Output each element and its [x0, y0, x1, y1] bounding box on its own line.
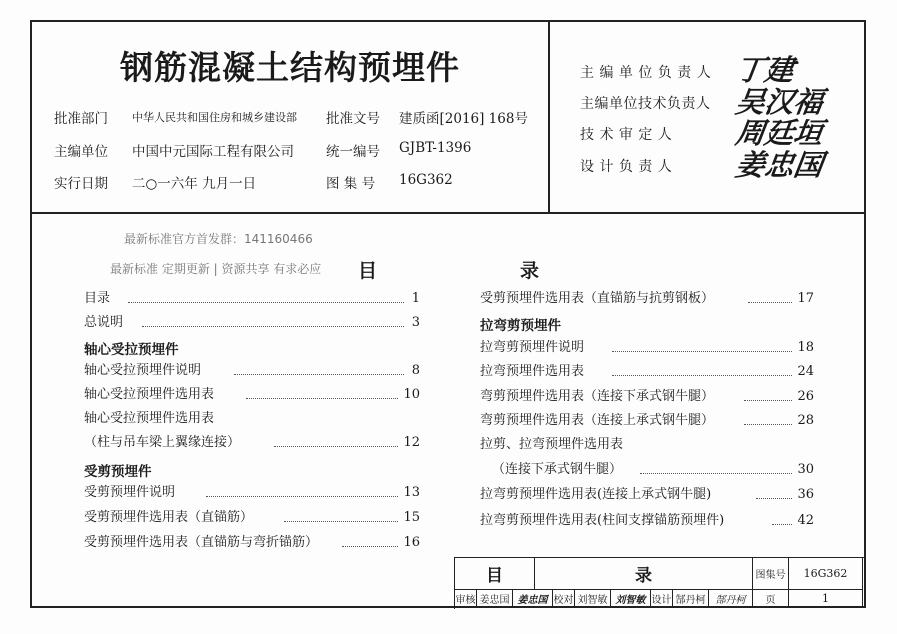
role-chief-unit: 主 编 单 位 负 责 人 — [580, 65, 712, 81]
page-label: 页 — [753, 590, 789, 608]
role-tech-chief: 主编单位技术负责人 — [580, 96, 711, 112]
toc-item[interactable]: 拉弯剪预埋件说明 18 — [480, 340, 814, 355]
toc-section-heading: 拉弯剪预埋件 — [480, 318, 561, 334]
toc-item[interactable]: 受剪预埋件选用表（直锚筋） 15 — [84, 510, 420, 525]
signature-design-lead: 姜忠国 — [733, 148, 826, 182]
toc-item[interactable]: 轴心受拉预埋件说明 8 — [84, 363, 420, 378]
check-name: 刘智敏 — [575, 590, 611, 608]
toc-item[interactable]: 受剪预埋件说明 13 — [84, 485, 420, 500]
toc-item[interactable]: 拉弯剪预埋件选用表(连接上承式钢牛腿) 36 — [480, 487, 814, 502]
approve-doc: 建质函[2016] 168号 — [399, 111, 528, 127]
toc-heading-left: 目 — [358, 260, 378, 282]
toc-item[interactable]: 受剪预埋件选用表（直锚筋与弯折锚筋） 16 — [84, 535, 420, 550]
toc-item-text: 拉剪、拉弯预埋件选用表 — [480, 437, 624, 452]
review-label: 审核 — [455, 590, 477, 608]
title-block-atlas-label: 图集号 — [753, 558, 789, 590]
approve-dept-label: 批准部门 — [54, 111, 108, 127]
toc-item[interactable]: 弯剪预埋件选用表（连接上承式钢牛腿） 28 — [480, 413, 814, 428]
check-signature: 刘智敏 — [611, 590, 651, 608]
signature-tech-chief: 吴汉福 — [733, 85, 826, 119]
atlas-title: 钢筋混凝土结构预埋件 — [120, 48, 460, 87]
design-signature: 郜丹柯 — [709, 590, 753, 608]
atlas-no: 16G362 — [399, 172, 453, 188]
toc-item[interactable]: （连接下承式钢牛腿） 30 — [492, 462, 814, 477]
atlas-no-label: 图 集 号 — [326, 176, 376, 192]
drawing-sheet — [30, 20, 866, 608]
toc-item[interactable]: 受剪预埋件选用表（直锚筋与抗剪钢板） 17 — [480, 291, 814, 306]
responsibles-panel — [550, 22, 864, 212]
role-design-lead: 设 计 负 责 人 — [580, 159, 673, 175]
toc-item[interactable]: 总说明 3 — [84, 315, 420, 330]
watermark-line-1: 最新标准官方首发群：141160466 — [124, 232, 313, 246]
watermark-line-2: 最新标准 定期更新 | 资源共享 有求必应 — [110, 262, 322, 276]
design-name: 郜丹柯 — [673, 590, 709, 608]
signature-tech-reviewer: 周廷垣 — [733, 116, 826, 150]
toc-section-heading: 受剪预埋件 — [84, 464, 152, 480]
toc-item[interactable]: 轴心受拉预埋件选用表 10 — [84, 387, 420, 402]
title-block-title-right: 录 — [535, 558, 753, 590]
impl-date-label: 实行日期 — [54, 176, 108, 192]
design-label: 设计 — [651, 590, 673, 608]
page-number: 1 — [789, 590, 863, 608]
review-signature: 姜忠国 — [513, 590, 553, 608]
toc-item[interactable]: 拉弯剪预埋件选用表(柱间支撑锚筋预埋件) 42 — [480, 513, 814, 528]
editor-unit: 中国中元国际工程有限公司 — [132, 144, 294, 160]
toc-item[interactable]: 弯剪预埋件选用表（连接下承式钢牛腿） 26 — [480, 389, 814, 404]
unified-no-label: 统一编号 — [326, 144, 380, 160]
toc-item[interactable]: 目录 1 — [84, 291, 420, 306]
title-block-title-left: 目 — [455, 558, 535, 590]
header-info — [32, 22, 550, 212]
toc-item-text: 轴心受拉预埋件选用表 — [84, 411, 215, 426]
review-name: 姜忠国 — [477, 590, 513, 608]
check-label: 校对 — [553, 590, 575, 608]
header — [32, 22, 864, 214]
impl-date: 二○一六年 九月一日 — [132, 176, 257, 192]
role-tech-reviewer: 技 术 审 定 人 — [580, 127, 673, 143]
toc-heading-right: 录 — [520, 260, 540, 282]
toc-item[interactable]: 拉弯预埋件选用表 24 — [480, 364, 814, 379]
toc-section-heading: 轴心受拉预埋件 — [84, 342, 179, 358]
title-block — [454, 557, 865, 609]
signature-chief-unit: 丁建 — [733, 53, 797, 87]
approve-dept: 中华人民共和国住房和城乡建设部 — [132, 111, 297, 124]
approve-doc-label: 批准文号 — [326, 111, 380, 127]
toc-item[interactable]: （柱与吊车梁上翼缘连接） 12 — [84, 435, 420, 450]
unified-no: GJBT-1396 — [399, 140, 472, 156]
title-block-atlas-no: 16G362 — [789, 558, 863, 590]
editor-unit-label: 主编单位 — [54, 144, 108, 160]
